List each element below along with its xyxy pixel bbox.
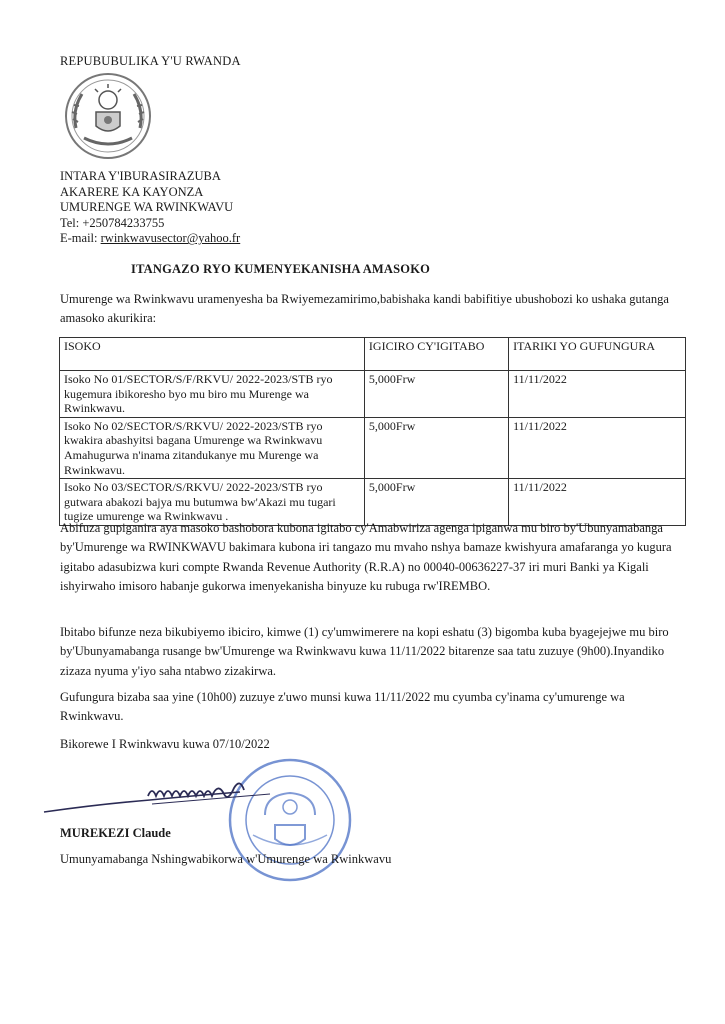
tender-opening-date: 11/11/2022: [509, 371, 686, 418]
email-link[interactable]: rwinkwavusector@yahoo.fr: [100, 231, 241, 246]
tender-price: 5,000Frw: [364, 417, 508, 478]
tender-price: 5,000Frw: [364, 371, 508, 418]
tender-description: Isoko No 01/SECTOR/S/F/RKVU/ 2022-2023/STB ryo kugemura ibikoresho byo mu biro mu Murenge wa Rwinkwavu.: [60, 371, 365, 418]
date-place-line: Bikorewe I Rwinkwavu kuwa 07/10/2022: [60, 737, 270, 751]
header-tender: ISOKO: [60, 338, 365, 371]
tender-description: Isoko No 02/SECTOR/S/RKVU/ 2022-2023/STB ryo kwakira abashyitsi bagana Umurenge wa Rwinkwavu Amahugurwa n'inama zitandukanye mu Murenge wa Rwinkwavu.: [60, 417, 365, 478]
handwritten-signature-icon: [40, 770, 280, 820]
header-opening-date: ITARIKI YO GUFUNGURA: [509, 338, 686, 371]
header-price: IGICIRO CY'IGITABO: [364, 338, 508, 371]
address-line: INTARA Y'IBURASIRAZUBA: [60, 169, 221, 183]
email-label: E-mail:: [60, 231, 101, 246]
tender-price: 5,000Frw: [364, 479, 508, 526]
tender-opening-date: 11/11/2022: [509, 479, 686, 526]
submission-paragraph: Ibitabo bifunze neza bikubiyemo ibiciro, kimwe (1) cy'umwimerere na kopi eshatu (3) bigomba kuba byagejejwe mu biro by'Ubunyamabanga rusange bw'Umurenge wa Rwinkwavu kuwa 11/11/2022 bitarenze saa tatu zuzuye (9h00).Inyandiko zizaza nyuma y'iyo saha ntabwo zizakirwa.: [60, 625, 669, 678]
signer-position: Umunyamabanga Nshingwabikorwa w'Umurenge wa Rwinkwavu: [60, 852, 392, 866]
rwanda-coat-of-arms-icon: [62, 70, 154, 162]
signer-name: MUREKEZI Claude: [60, 826, 171, 840]
table-header-row: [60, 338, 686, 371]
table-row: [60, 371, 686, 418]
country-heading: REPUBUBULIKA Y'U RWANDA: [60, 54, 241, 68]
opening-paragraph: Gufungura bizaba saa yine (10h00) zuzuye z'uwo munsi kuwa 11/11/2022 mu cyumba cy'inama cy'umurenge wa Rwinkwavu.: [60, 690, 625, 724]
tender-opening-date: 11/11/2022: [509, 417, 686, 478]
table-row: [60, 417, 686, 478]
bidding-document-paragraph: Abifuza gupiganira aya masoko bashobora kubona igitabo cy'Amabwiriza agenga ipiganwa mu biro by'Ubunyamabanga by'Umurenge wa RWINKWAVU bakimara kubona iri tangazo mu mvaho nshya bamaze kwishyura amafaranga yo kugura igitabo adasubizwa kuri compte Rwanda Revenue Authority (R.R.A) no 00040-00636227-37 iri muri Banki ya Kigali ishyirwaho imisoro habanje gukorwa imenyekanisha binyuze ku rubuga rw'IREMBO.: [60, 521, 672, 594]
email-line: [60, 231, 240, 247]
tenders-table: [59, 337, 686, 526]
address-line: UMURENGE WA RWINKWAVU: [60, 200, 234, 215]
tender-description: Isoko No 03/SECTOR/S/RKVU/ 2022-2023/STB ryo gutwara abakozi bajya mu butumwa bw'Akazi mu tugari tugize umurenge wa Rwinkwavu .: [60, 479, 365, 526]
document-title: ITANGAZO RYO KUMENYEKANISHA AMASOKO: [131, 262, 431, 276]
intro-paragraph: Umurenge wa Rwinkwavu uramenyesha ba Rwiyemezamirimo,babishaka kandi babifitiye ubushobozi ko ushaka gutanga amasoko akurikira:: [60, 292, 669, 326]
address-line: AKARERE KA KAYONZA: [60, 184, 204, 199]
address-line: Tel: +250784233755: [60, 215, 165, 230]
sender-address: [60, 169, 240, 247]
